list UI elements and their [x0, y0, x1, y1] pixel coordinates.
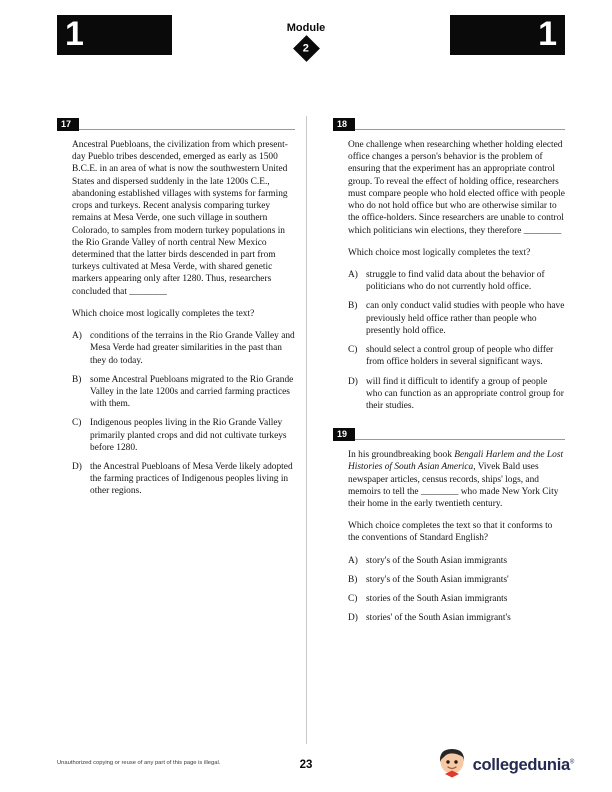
question-number-badge: 19 [333, 428, 355, 441]
module-number: 2 [302, 42, 310, 55]
answer-choice-b [72, 374, 295, 411]
question-18-header [333, 118, 565, 131]
question-number-badge: 18 [333, 118, 355, 131]
answer-choice-a [348, 555, 565, 567]
question-19-header [333, 428, 565, 441]
choice-text: Indigenous peoples living in the Rio Grande Valley primarily planted crops and did not cultivate turkeys before 1280. [90, 418, 287, 453]
choice-label: D) [348, 613, 358, 624]
section-number-right: 1 [538, 15, 557, 53]
collegedunia-mascot-icon [434, 745, 470, 786]
choice-text: conditions of the terrains in the Rio Grande Valley and Mesa Verde had greater similarities in the past than they do today. [90, 331, 295, 366]
answer-choice-c [348, 344, 565, 368]
copyright-notice: Unauthorized copying or reuse of any part of this page is illegal. [57, 760, 221, 766]
question-passage: One challenge when researching whether holding elected office changes a person's behavior is the problem of ensuring that the experiment has an appropriate control group. To reveal the effect of holding office, researchers must compare people who hold elected office with people who do not hold office but who are otherwise similar to the office-holders. Since researchers are unable to control which politicians win elections, they therefore ________ [348, 140, 565, 236]
choice-label: A) [348, 269, 358, 280]
answer-choice-c [72, 417, 295, 454]
question-18 [333, 118, 565, 412]
registered-mark: ® [569, 759, 574, 766]
choice-text: can only conduct valid studies with people who have previously held office rather than people who presently hold office. [366, 301, 565, 336]
choice-label: A) [348, 555, 358, 566]
choice-label: C) [348, 594, 358, 605]
choice-text: some Ancestral Puebloans migrated to the Rio Grande Valley in the late 1200s and carried farming practices with them. [90, 374, 294, 410]
choice-text: story's of the South Asian immigrants' [366, 574, 509, 585]
choice-label: D) [348, 376, 358, 387]
answer-choice-b [348, 574, 565, 586]
choice-label: A) [72, 331, 82, 342]
question-17 [57, 118, 295, 498]
question-19 [333, 428, 565, 624]
question-number-badge: 17 [57, 118, 79, 131]
answer-choices [348, 269, 565, 412]
question-prompt: Which choice most logically completes the text? [348, 247, 531, 258]
column-divider [306, 116, 307, 744]
choice-text: will find it difficult to identify a group of people who can function as an appropriate control group for their studies. [366, 376, 564, 411]
page-number: 23 [299, 759, 313, 771]
question-prompt: Which choice completes the text so that it conforms to the conventions of Standard English? [348, 521, 553, 544]
choice-label: B) [348, 301, 358, 312]
choice-label: B) [72, 374, 82, 385]
choice-label: C) [72, 418, 82, 429]
book-title: Bengali Harlem and the Lost Histories of South Asian America [348, 450, 564, 473]
question-passage: Ancestral Puebloans, the civilization from which present-day Pueblo tribes descended, emerged as early as 1500 B.C.E. in an area of what is now the southwestern United States and dispersed suddenly in the late 1200s C.E., abandoning established villages with systems for farming crops and turkeys. Recent analysis comparing turkey remains at Mesa Verde, one such village in southern Colorado, to samples from modern turkey populations in the Rio Grande Valley of north central New Mexico determined that the latter birds descended in part from turkeys cultivated at Mesa Verde, with shared genetic markers appearing only after 1280. Thus, researchers concluded that ________ [72, 140, 288, 297]
choice-text: stories' of the South Asian immigrant's [366, 613, 511, 624]
passage-text: , Vivek Bald uses newspaper articles, census records, ships' logs, and memoirs to tell the ________ who made New York City their home in the early twentieth century. [348, 462, 559, 510]
logo-wordmark: collegedunia [472, 756, 570, 774]
answer-choice-a [348, 269, 565, 293]
section-number-left: 1 [65, 15, 84, 53]
question-passage [348, 449, 565, 510]
question-prompt: Which choice most logically completes the text? [72, 308, 255, 319]
question-header-rule [355, 129, 565, 130]
choice-text: the Ancestral Puebloans of Mesa Verde likely adopted the farming practices of Indigenous peoples living in other regions. [90, 462, 293, 497]
answer-choice-d [348, 376, 565, 413]
answer-choice-d [72, 461, 295, 498]
answer-choices [348, 555, 565, 625]
choice-label: D) [72, 462, 82, 473]
answer-choice-b [348, 300, 565, 337]
module-number-diamond [293, 35, 320, 62]
choice-text: struggle to find valid data about the behavior of politicians who do not currently hold office. [366, 269, 545, 293]
left-column [57, 118, 295, 505]
choice-label: B) [348, 574, 358, 585]
question-header-rule [355, 439, 565, 440]
collegedunia-logo [434, 745, 574, 786]
answer-choice-c [348, 593, 565, 605]
right-column [333, 118, 565, 632]
answer-choice-a [72, 330, 295, 367]
collegedunia-logo-text [473, 756, 574, 775]
answer-choices [72, 330, 295, 498]
choice-text: story's of the South Asian immigrants [366, 555, 508, 566]
question-17-header [57, 118, 295, 131]
module-label: Module [286, 22, 326, 34]
choice-label: C) [348, 345, 358, 356]
choice-text: stories of the South Asian immigrants [366, 594, 508, 605]
passage-text: In his groundbreaking book [348, 450, 455, 461]
choice-text: should select a control group of people who differ from office holders in several significant ways. [366, 345, 554, 368]
section-number-bar-right [450, 15, 565, 55]
answer-choice-d [348, 612, 565, 624]
question-header-rule [79, 129, 295, 130]
